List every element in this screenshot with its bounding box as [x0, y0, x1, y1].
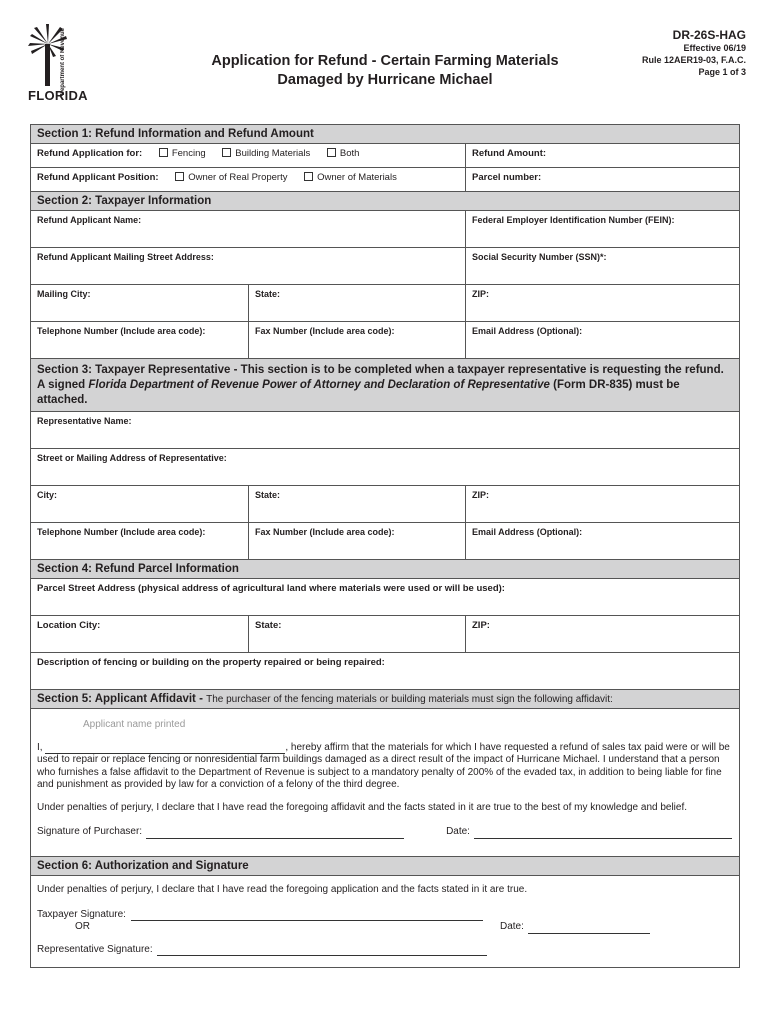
representative-address-field[interactable]: Street or Mailing Address of Representative: [37, 453, 227, 463]
applicant-name-field[interactable]: Refund Applicant Name: [37, 215, 142, 225]
both-checkbox[interactable]: Both [327, 148, 360, 159]
section4-heading: Section 4: Refund Parcel Information [31, 559, 739, 578]
mailing-city-field[interactable]: Mailing City: [37, 289, 91, 299]
rep-email-field[interactable]: Email Address (Optional): [465, 523, 739, 559]
description-field[interactable]: Description of fencing or building on the property repaired or being repaired: [37, 657, 385, 668]
effective-date: Effective 06/19 [683, 43, 746, 53]
fencing-checkbox[interactable]: Fencing [159, 148, 206, 159]
form-info [642, 28, 746, 78]
rep-state-field[interactable]: State: [248, 486, 465, 522]
fein-field[interactable]: Federal Employer Identification Number (FEIN): [465, 211, 739, 247]
parcel-zip-field[interactable]: ZIP: [465, 616, 739, 652]
owner-real-property-checkbox[interactable]: Owner of Real Property [175, 172, 287, 183]
refund-form [30, 124, 740, 968]
form-id: DR-26S-HAG [672, 28, 746, 42]
page-number: Page 1 of 3 [698, 67, 746, 77]
applicant-position-field: Refund Applicant Position: Owner of Real Property Owner of Materials [37, 172, 397, 183]
location-city-field[interactable]: Location City: [37, 620, 101, 631]
representative-signature-line[interactable] [157, 955, 487, 956]
rep-fax-field[interactable]: Fax Number (Include area code): [248, 523, 465, 559]
email-field[interactable]: Email Address (Optional): [465, 322, 739, 358]
form-title: Application for Refund - Certain Farming Materials Damaged by Hurricane Michael [211, 53, 559, 88]
parcel-address-field[interactable]: Parcel Street Address (physical address of agricultural land where materials were used or will be used): [37, 583, 505, 594]
state-name: FLORIDA [28, 88, 88, 103]
owner-materials-checkbox[interactable]: Owner of Materials [304, 172, 397, 183]
zip-field[interactable]: ZIP: [465, 285, 739, 321]
state-field[interactable]: State: [248, 285, 465, 321]
representative-name-field[interactable]: Representative Name: [37, 416, 132, 426]
authorization-date-line[interactable] [528, 921, 650, 934]
section6-heading: Section 6: Authorization and Signature [31, 856, 739, 875]
taxpayer-signature-line[interactable] [131, 920, 483, 921]
section3-heading: Section 3: Taxpayer Representative - This section is to be completed when a taxpayer representative is requesting the refund. A signed Florida Department of Revenue Power of Attorney and Declaration of Representative (Form DR-835) must be attached. [31, 358, 739, 411]
rep-zip-field[interactable]: ZIP: [465, 486, 739, 522]
rep-telephone-field[interactable]: Telephone Number (Include area code): [37, 527, 206, 537]
authorization-body [31, 875, 739, 967]
or-date-row: OR Date: [37, 921, 733, 934]
taxpayer-signature-row: Taxpayer Signature: [37, 909, 733, 922]
telephone-field[interactable]: Telephone Number (Include area code): [37, 326, 206, 336]
purchaser-signature-line[interactable] [146, 826, 404, 839]
mailing-address-field[interactable]: Refund Applicant Mailing Street Address: [37, 252, 214, 262]
affidavit-text: I, , hereby affirm that the materials for which I have requested a refund of sales tax paid were or will be used to repair or replace fencing or nonresidential farm buildings damaged as a direct result of the impact of Hurricane Michael. I understand that a person who furnishes a false affidavit to the Department of Revenue is subject to a mandatory penalty of 200% of the evaded tax, in addition to being liable for fine and punishment as provided by law for a conviction of a felony of the third degree. [37, 741, 730, 790]
rule-number: Rule 12AER19-03, F.A.C. [641, 55, 746, 65]
representative-signature-row: Representative Signature: [37, 944, 733, 957]
department-label: Department of Revenue [60, 28, 66, 96]
refund-amount-field[interactable]: Refund Amount: [465, 144, 739, 167]
section2-heading: Section 2: Taxpayer Information [31, 191, 739, 210]
rep-city-field[interactable]: City: [37, 490, 57, 500]
parcel-number-field[interactable]: Parcel number: [465, 168, 739, 191]
authorization-perjury: Under penalties of perjury, I declare that I have read the foregoing application and the facts stated in it are true. [37, 884, 528, 895]
section5-heading: Section 5: Applicant Affidavit - The purchaser of the fencing materials or building materials must sign the following affidavit: [31, 689, 739, 708]
refund-for-field: Refund Application for: Fencing Building Materials Both [37, 148, 360, 159]
affidavit-perjury: Under penalties of perjury, I declare that I have read the foregoing affidavit and the facts stated in it are true to the best of my knowledge and belief. [37, 801, 688, 813]
purchaser-date-line[interactable] [474, 826, 732, 839]
fax-field[interactable]: Fax Number (Include area code): [248, 322, 465, 358]
section1-heading: Section 1: Refund Information and Refund Amount [31, 125, 739, 143]
name-placeholder: Applicant name printed [83, 719, 186, 730]
ssn-field[interactable]: Social Security Number (SSN)*: [465, 248, 739, 284]
building-materials-checkbox[interactable]: Building Materials [222, 148, 310, 159]
parcel-state-field[interactable]: State: [248, 616, 465, 652]
affidavit-signature-row: Signature of Purchaser: Date: [37, 826, 733, 839]
affidavit-body [31, 708, 739, 856]
